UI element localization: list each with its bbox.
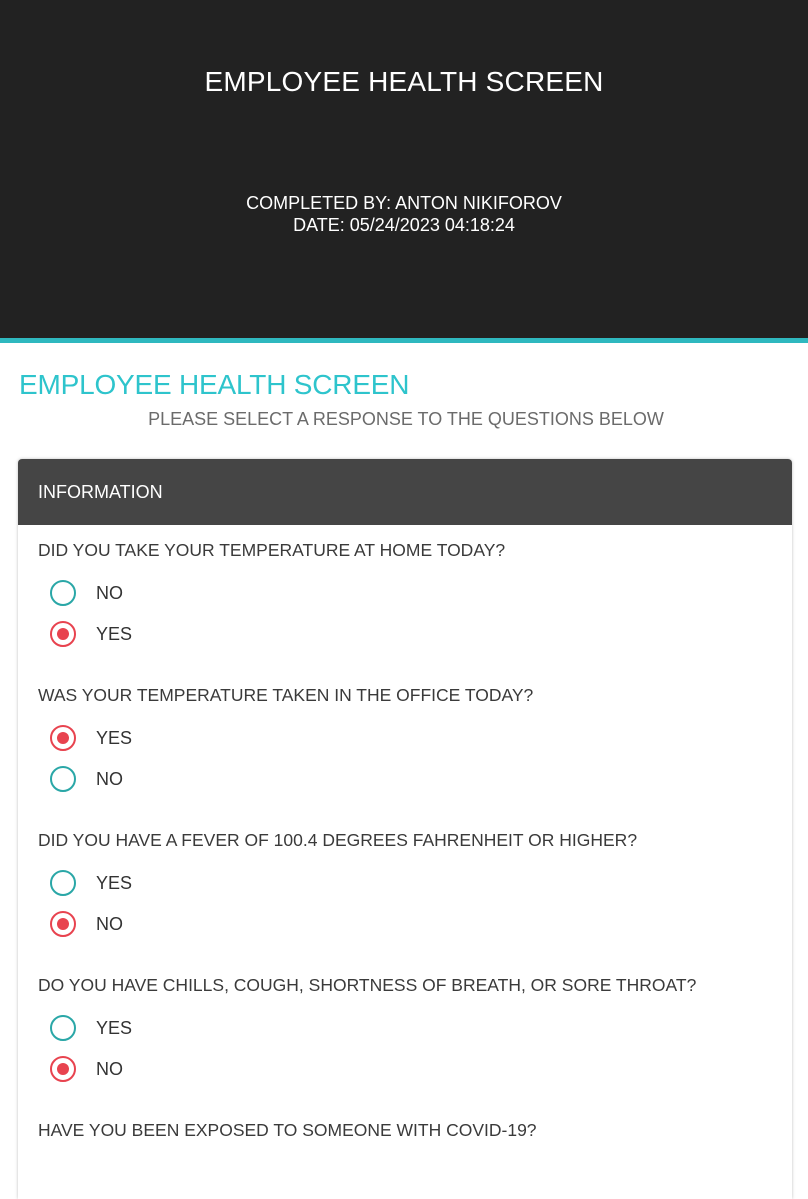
radio-unchecked-icon[interactable]: [50, 1015, 76, 1041]
radio-checked-icon[interactable]: [50, 1056, 76, 1082]
radio-option-q2-no[interactable]: [50, 766, 350, 792]
option-label: NO: [96, 583, 123, 603]
radio-checked-icon[interactable]: [50, 725, 76, 751]
option-label: YES: [96, 873, 133, 893]
question-covid-exposure: [38, 1118, 778, 1142]
page-subtitle: PLEASE SELECT A RESPONSE TO THE QUESTIONS BELOW: [148, 409, 664, 429]
question-temperature-home: [38, 538, 778, 562]
radio-unchecked-icon[interactable]: [50, 766, 76, 792]
banner-title: EMPLOYEE HEALTH SCREEN: [204, 66, 604, 97]
option-label: NO: [96, 1059, 123, 1079]
radio-option-q4-yes[interactable]: [50, 1015, 350, 1041]
option-label: YES: [96, 728, 133, 748]
option-label: NO: [96, 914, 123, 934]
radio-option-q4-no[interactable]: [50, 1056, 350, 1082]
question-text: DO YOU HAVE CHILLS, COUGH, SHORTNESS OF BREATH, OR SORE THROAT?: [38, 975, 697, 995]
completion-date-label: DATE: 05/24/2023 04:18:24: [293, 215, 515, 235]
radio-checked-icon[interactable]: [50, 621, 76, 647]
top-banner: [0, 0, 808, 338]
radio-option-q2-yes[interactable]: [50, 725, 350, 751]
radio-option-q3-no[interactable]: [50, 911, 350, 937]
card-header: INFORMATION: [18, 459, 792, 525]
radio-checked-icon[interactable]: [50, 911, 76, 937]
question-text: WAS YOUR TEMPERATURE TAKEN IN THE OFFICE TODAY?: [38, 685, 534, 705]
radio-unchecked-icon[interactable]: [50, 870, 76, 896]
page-title: EMPLOYEE HEALTH SCREEN: [19, 369, 410, 400]
option-label: YES: [96, 1018, 133, 1038]
information-card: [18, 459, 792, 1199]
question-symptoms: [38, 973, 778, 997]
question-temperature-office: [38, 683, 778, 707]
question-fever: [38, 828, 778, 852]
completed-by-label: COMPLETED BY: ANTON NIKIFOROV: [246, 193, 562, 213]
completion-info: [0, 192, 808, 236]
radio-unchecked-icon[interactable]: [50, 580, 76, 606]
option-label: NO: [96, 769, 123, 789]
radio-option-q1-yes[interactable]: [50, 621, 350, 647]
question-text: HAVE YOU BEEN EXPOSED TO SOMEONE WITH COVID-19?: [38, 1120, 537, 1140]
question-text: DID YOU HAVE A FEVER OF 100.4 DEGREES FAHRENHEIT OR HIGHER?: [38, 830, 638, 850]
accent-divider: [0, 338, 808, 343]
option-label: YES: [96, 624, 133, 644]
question-text: DID YOU TAKE YOUR TEMPERATURE AT HOME TODAY?: [38, 540, 506, 560]
radio-option-q3-yes[interactable]: [50, 870, 350, 896]
radio-option-q1-no[interactable]: [50, 580, 350, 606]
